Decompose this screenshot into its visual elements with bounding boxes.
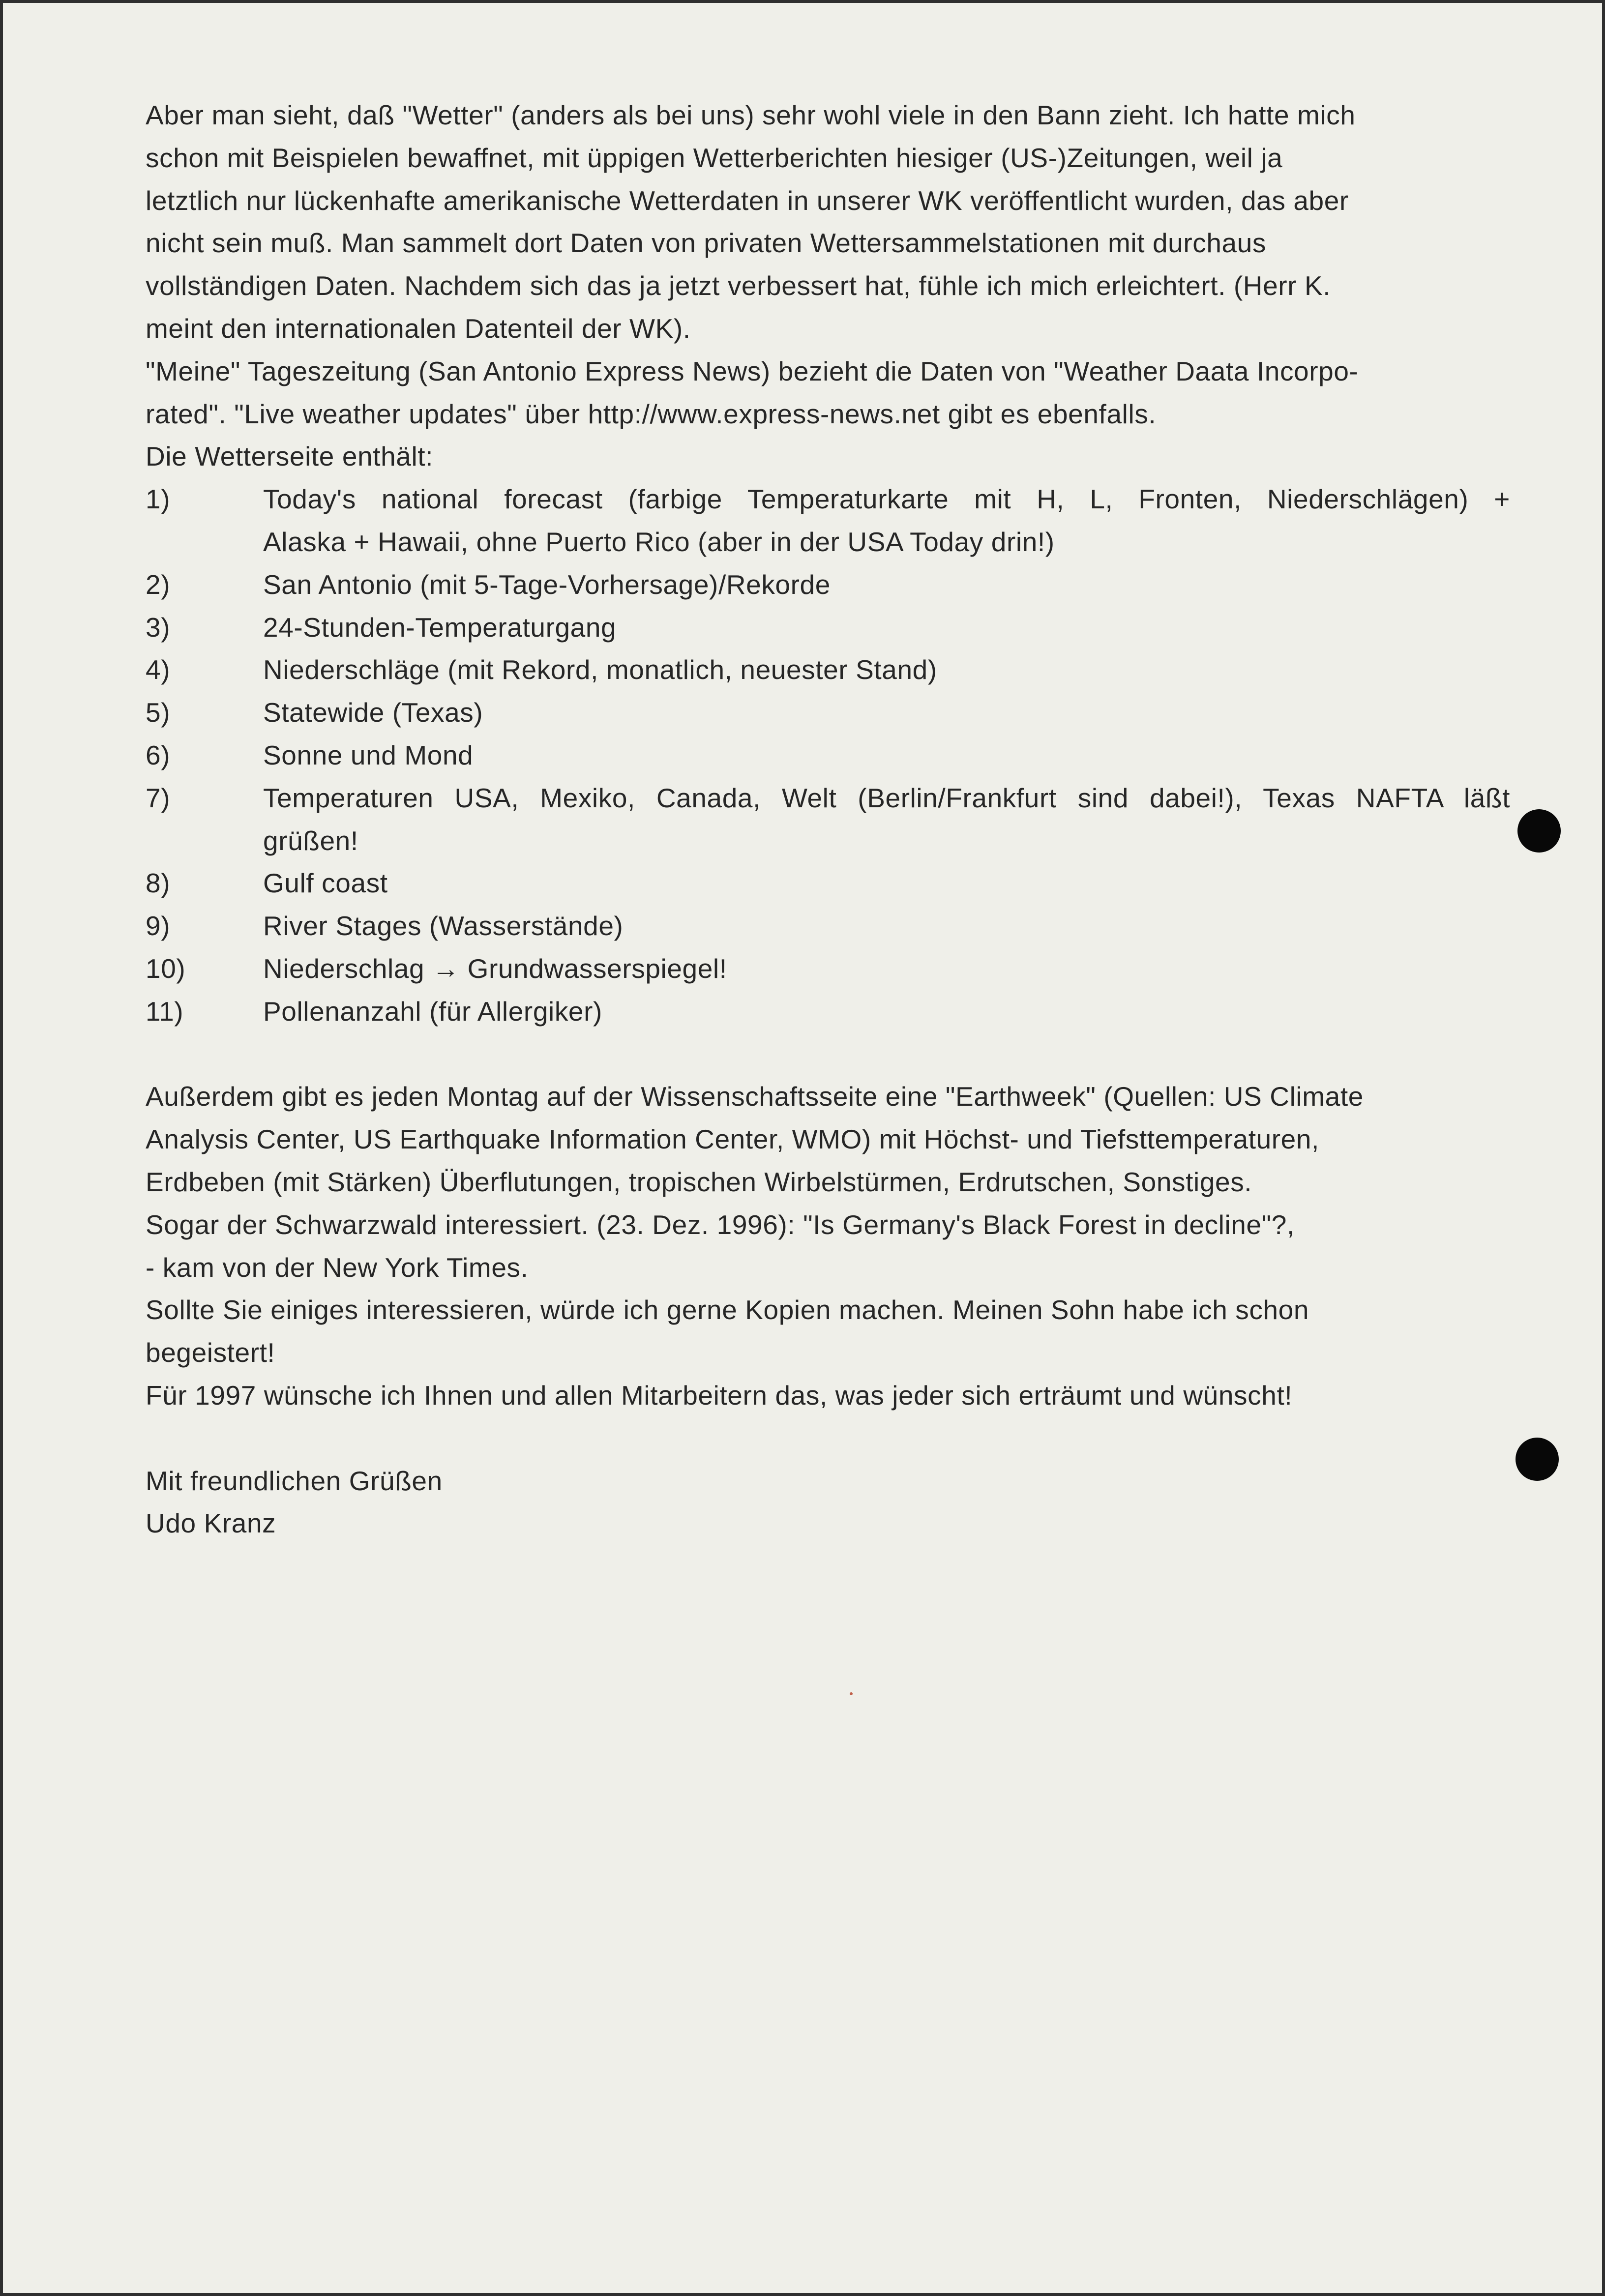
list-item [146, 648, 1510, 691]
letter-body [146, 94, 1510, 1545]
list-item-line: Temperaturen USA, Mexiko, Canada, Welt (Berlin/Frankfurt sind dabei!), Texas NAFTA läßt [263, 782, 1510, 813]
list-item-line: Alaska + Hawaii, ohne Puerto Rico (aber in der USA Today drin!) [263, 526, 1055, 557]
list-item-number: 10) [146, 953, 186, 984]
list-item-number: 2) [146, 569, 171, 600]
list-item [146, 606, 1510, 649]
list-item-text: Sonne und Mond [263, 739, 474, 770]
punch-hole [1516, 1438, 1559, 1481]
intro-line-5: vollständigen Daten. Nachdem sich das ja jetzt verbessert hat, fühle ich mich erleichtert. (Herr K. [146, 270, 1331, 301]
list-item [146, 990, 1510, 1033]
list-item-number: 4) [146, 654, 171, 685]
list-heading: Die Wetterseite enthält: [146, 441, 434, 472]
list-item [146, 777, 1510, 862]
list-item-text: River Stages (Wasserstände) [263, 911, 624, 942]
list-item-number: 5) [146, 697, 171, 728]
list-item-text: Pollenanzahl (für Allergiker) [263, 996, 602, 1027]
list-item [146, 691, 1510, 734]
list-item [146, 905, 1510, 947]
list-item [146, 563, 1510, 606]
list-item-text: Statewide (Texas) [263, 697, 483, 728]
list-item-line: Today's national forecast (farbige Temperaturkarte mit H, L, Fronten, Niederschlägen) + [263, 484, 1510, 515]
list-item-text: 24-Stunden-Temperaturgang [263, 612, 617, 643]
list-item-text: Niederschläge (mit Rekord, monatlich, neuester Stand) [263, 654, 937, 685]
intro-line-2: schon mit Beispielen bewaffnet, mit üppigen Wetterberichten hiesiger (US-)Zeitungen, weil ja [146, 142, 1283, 173]
paragraph-gap [146, 1033, 1510, 1076]
nyt-line: - kam von der New York Times. [146, 1252, 529, 1283]
intro-line-8: rated". "Live weather updates" über http://www.express-news.net gibt es ebenfalls. [146, 398, 1157, 429]
closing: Mit freundlichen Grüßen [146, 1465, 443, 1496]
intro-line-3: letztlich nur lückenhafte amerikanische Wetterdaten in unserer WK veröffentlicht wurden, das aber [146, 185, 1349, 216]
intro-line-6: meint den internationalen Datenteil der WK). [146, 313, 691, 344]
signature: Udo Kranz [146, 1508, 276, 1539]
punch-hole [1517, 809, 1561, 853]
list-item-number: 3) [146, 612, 171, 643]
list-item-line: grüßen! [263, 825, 358, 856]
letter-page [3, 3, 1602, 2293]
copies-line-2: begeistert! [146, 1337, 275, 1368]
list-item-text: Niederschlag → Grundwasserspiegel! [263, 953, 727, 984]
list-item-number: 6) [146, 739, 171, 770]
list-item-number: 8) [146, 868, 171, 899]
paragraph-gap [146, 1417, 1510, 1460]
wishes-line: Für 1997 wünsche ich Ihnen und allen Mitarbeitern das, was jeder sich erträumt und wünscht! [146, 1380, 1293, 1411]
intro-line-7: "Meine" Tageszeitung (San Antonio Express News) bezieht die Daten von "Weather Daata Incorpo- [146, 355, 1359, 386]
earthweek-line-3: Erdbeben (mit Stärken) Überflutungen, tropischen Wirbelstürmen, Erdrutschen, Sonstiges. [146, 1166, 1252, 1197]
list-item-text [263, 777, 1510, 862]
list-item [146, 947, 1510, 990]
earthweek-line-2: Analysis Center, US Earthquake Information Center, WMO) mit Höchst- und Tiefsttemperaturen, [146, 1124, 1319, 1155]
intro-line-1: Aber man sieht, daß "Wetter" (anders als bei uns) sehr wohl viele in den Bann zieht. Ich hatte mich [146, 100, 1356, 130]
copies-line-1: Sollte Sie einiges interessieren, würde ich gerne Kopien machen. Meinen Sohn habe ich schon [146, 1295, 1309, 1325]
list-item [146, 734, 1510, 777]
list-item [146, 478, 1510, 563]
list-item-number: 9) [146, 911, 171, 942]
list-item-number: 11) [146, 996, 184, 1027]
black-forest-line: Sogar der Schwarzwald interessiert. (23. Dez. 1996): "Is Germany's Black Forest in decline"?, [146, 1209, 1295, 1240]
weather-page-contents-list [146, 478, 1510, 1032]
list-item-text: San Antonio (mit 5-Tage-Vorhersage)/Rekorde [263, 569, 831, 600]
list-item-text: Gulf coast [263, 868, 388, 899]
list-item-text [263, 478, 1510, 563]
list-item-number: 7) [146, 782, 171, 813]
intro-line-4: nicht sein muß. Man sammelt dort Daten von privaten Wettersammelstationen mit durchaus [146, 228, 1267, 259]
list-item-number: 1) [146, 484, 171, 515]
list-item [146, 862, 1510, 905]
earthweek-line-1: Außerdem gibt es jeden Montag auf der Wissenschaftsseite eine "Earthweek" (Quellen: US Climate [146, 1081, 1364, 1112]
paper-speck [850, 1692, 853, 1695]
